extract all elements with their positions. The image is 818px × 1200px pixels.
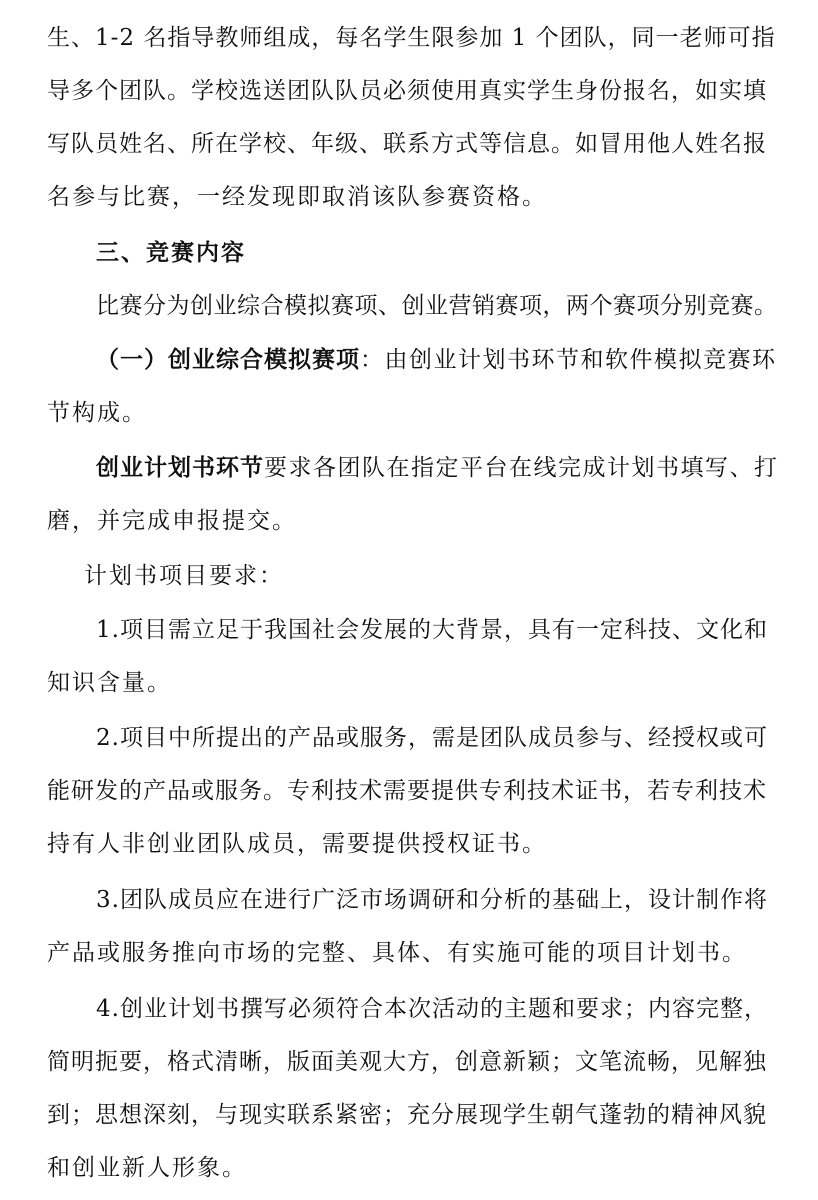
list-item-line: 3.团队成员应在进行广泛市场调研和分析的基础上，设计制作将 — [96, 887, 768, 913]
list-item-line: 简明扼要，格式清晰，版面美观大方，创意新颖；文笔流畅，见解独 — [47, 1049, 767, 1075]
paragraph-line: 写队员姓名、所在学校、年级、联系方式等信息。如冒用他人姓名报 — [47, 131, 767, 157]
paragraph-text: ：由创业计划书环节和软件模拟竞赛环 — [360, 347, 777, 373]
paragraph-line: 名参与比赛，一经发现即取消该队参赛资格。 — [47, 184, 547, 210]
paragraph-line: 生、1-2 名指导教师组成，每名学生限参加 1 个团队，同一老师可指 — [47, 25, 776, 51]
list-item-line: 知识含量。 — [47, 670, 172, 696]
list-item-line: 2.项目中所提出的产品或服务，需是团队成员参与、经授权或可 — [96, 725, 768, 751]
paragraph-line — [96, 340, 777, 380]
list-item-line: 和创业新人形象。 — [47, 1155, 247, 1181]
paragraph-line: 计划书项目要求： — [84, 563, 284, 589]
paragraph-line: 比赛分为创业综合模拟赛项、创业营销赛项，两个赛项分别竞赛。 — [96, 293, 778, 319]
list-item-line: 产品或服务推向市场的完整、具体、有实施可能的项目计划书。 — [47, 940, 747, 966]
paragraph-line: 导多个团队。学校选送团队队员必须使用真实学生身份报名，如实填 — [47, 78, 767, 104]
paragraph-line: 节构成。 — [47, 400, 147, 426]
emphasis-term: 创业计划书环节 — [96, 455, 264, 481]
list-item-line: 到；思想深刻，与现实联系紧密；充分展现学生朝气蓬勃的精神风貌 — [47, 1102, 767, 1128]
section-heading: 三、竞赛内容 — [96, 240, 246, 266]
list-item-line: 1.项目需立足于我国社会发展的大背景，具有一定科技、文化和 — [96, 617, 768, 643]
paragraph-line — [96, 448, 779, 488]
subsection-title: （一）创业综合模拟赛项 — [96, 347, 360, 373]
list-item-line: 持有人非创业团队成员，需要提供授权证书。 — [47, 831, 547, 857]
paragraph-text: 要求各团队在指定平台在线完成计划书填写、打 — [264, 455, 779, 481]
list-item-line: 4.创业计划书撰写必须符合本次活动的主题和要求；内容完整， — [96, 996, 768, 1022]
paragraph-line: 磨，并完成申报提交。 — [47, 508, 297, 534]
list-item-line: 能研发的产品或服务。专利技术需要提供专利技术证书，若专利技术 — [47, 778, 767, 804]
